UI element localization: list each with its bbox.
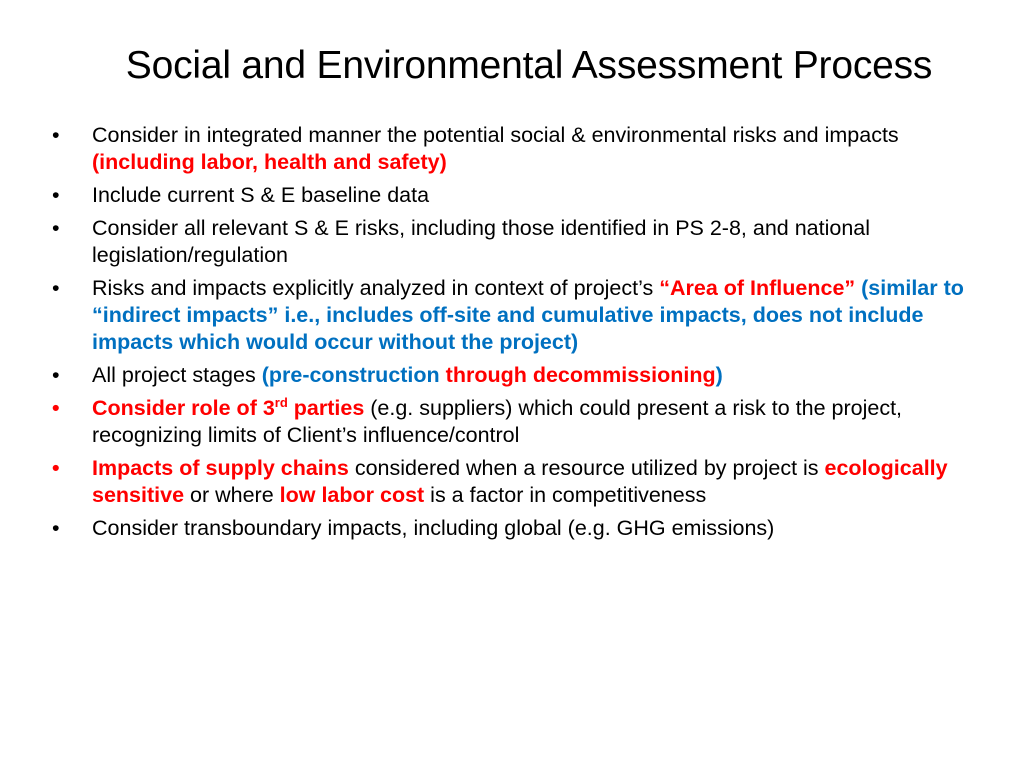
bullet-item [50, 362, 970, 389]
bullet-segment: low labor cost [279, 483, 425, 507]
bullet-segment: Consider in integrated manner the potential social & environmental risks and impacts [92, 123, 899, 147]
bullet-segment: “Area of Influence” [659, 276, 856, 300]
bullet-list [50, 122, 970, 548]
bullet-segment: (including labor, health and safety) [92, 150, 447, 174]
bullet-segment: ecologically sensitive [92, 456, 948, 507]
bullet-text [92, 363, 723, 387]
bullet-dot-icon: • [52, 363, 60, 387]
bullet-text [92, 456, 948, 507]
bullet-segment: Risks and impacts explicitly analyzed in context of project’s [92, 276, 660, 300]
bullet-segment: Consider role of 3 [92, 396, 275, 420]
bullet-dot-icon: • [52, 123, 60, 147]
bullet-segment: through decommissioning [445, 363, 716, 387]
bullet-text [92, 216, 870, 267]
bullet-segment: (e.g. suppliers) which could present a risk to the project, recognizing limits of Client’s influence/control [92, 396, 903, 447]
bullet-segment: Consider transboundary impacts, including global (e.g. GHG emissions) [92, 516, 775, 540]
bullet-dot-icon: • [52, 396, 60, 420]
bullet-dot-icon: • [52, 516, 60, 540]
bullet-segment: parties [287, 396, 365, 420]
bullet-item [50, 215, 970, 269]
bullet-segment: Consider all relevant S & E risks, including those identified in PS 2-8, and national legislation/regulation [92, 216, 871, 267]
bullet-segment: Include current S & E baseline data [92, 183, 430, 207]
bullet-segment: or where [184, 483, 280, 507]
slide-title: Social and Environmental Assessment Process [125, 44, 933, 87]
bullet-segment: (pre-construction [261, 363, 446, 387]
bullet-segment: All project stages [92, 363, 262, 387]
bullet-item [50, 515, 970, 542]
bullet-dot-icon: • [52, 216, 60, 240]
bullet-segment: (similar to “indirect impacts” i.e., includes off-site and cumulative impacts, does not include impacts which would occur without the project) [92, 276, 964, 354]
bullet-dot-icon: • [52, 276, 60, 300]
bullet-text [92, 276, 964, 354]
bullet-text [92, 123, 899, 174]
bullet-item [50, 122, 970, 176]
bullet-item [50, 275, 970, 356]
bullet-text [92, 516, 774, 540]
bullet-dot-icon: • [52, 456, 60, 480]
bullet-text [92, 396, 902, 447]
bullet-text [92, 183, 429, 207]
bullet-item [50, 455, 970, 509]
bullet-segment: ) [715, 363, 723, 387]
bullet-item [50, 395, 970, 449]
bullet-segment: Impacts of supply chains [92, 456, 349, 480]
bullet-segment: rd [274, 394, 288, 410]
bullet-item [50, 182, 970, 209]
bullet-segment: considered when a resource utilized by project is [348, 456, 825, 480]
bullet-dot-icon: • [52, 183, 60, 207]
bullet-segment: is a factor in competitiveness [424, 483, 707, 507]
